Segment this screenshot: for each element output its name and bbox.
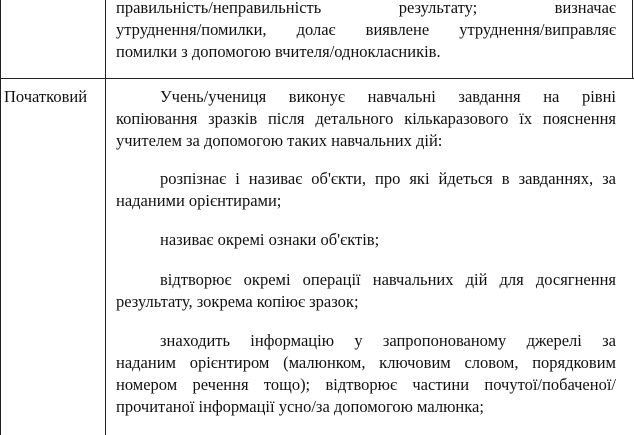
table-border-left-top xyxy=(0,0,1,78)
text-line: помилки з допомогою вчителя/однокласників. xyxy=(116,42,441,61)
text-line: номером речення тощо); відтворює частини почутої/побаченої/ xyxy=(116,375,616,394)
previous-row-description xyxy=(116,0,616,63)
list-item xyxy=(116,330,616,418)
text-line: розпізнає і називає об'єкти, про які йдеться в завданнях, за xyxy=(160,169,616,188)
text-line: прочитаної інформації усно/за допомогою малюнка; xyxy=(116,397,484,416)
text-line: результату, зокрема копіює зразок; xyxy=(116,292,359,311)
text-line: знаходить інформацію у запропонованому джерелі за xyxy=(160,331,616,350)
level-intro xyxy=(116,86,616,152)
level-label: Початковий xyxy=(4,87,88,106)
text-line: Учень/учениця виконує навчальні завдання на рівні xyxy=(160,87,616,106)
text-line: правильність/неправильність результату; визначає xyxy=(116,0,616,17)
text-line: утруднення/помилки, долає виявлене утруднення/виправляє xyxy=(116,20,616,39)
table-column-divider xyxy=(105,0,106,435)
text-line: наданим орієнтиром (малюнком, ключовим словом, порядковим xyxy=(116,353,616,372)
text-line: наданими орієнтирами; xyxy=(116,191,282,210)
table-border-left-bottom xyxy=(0,78,1,435)
list-item xyxy=(116,229,616,251)
table-row-divider xyxy=(0,78,634,79)
text-line: відтворює окремі операції навчальних дій для досягнення xyxy=(160,270,616,289)
table-border-right-top xyxy=(632,0,633,78)
text-line: учителем за допомогою таких навчальних дій: xyxy=(116,131,443,150)
list-item xyxy=(116,269,616,313)
list-item xyxy=(116,168,616,212)
text-line: називає окремі ознаки об'єктів; xyxy=(160,230,380,249)
text-line: копіювання зразків після детального кількаразового їх пояснення xyxy=(116,109,616,128)
